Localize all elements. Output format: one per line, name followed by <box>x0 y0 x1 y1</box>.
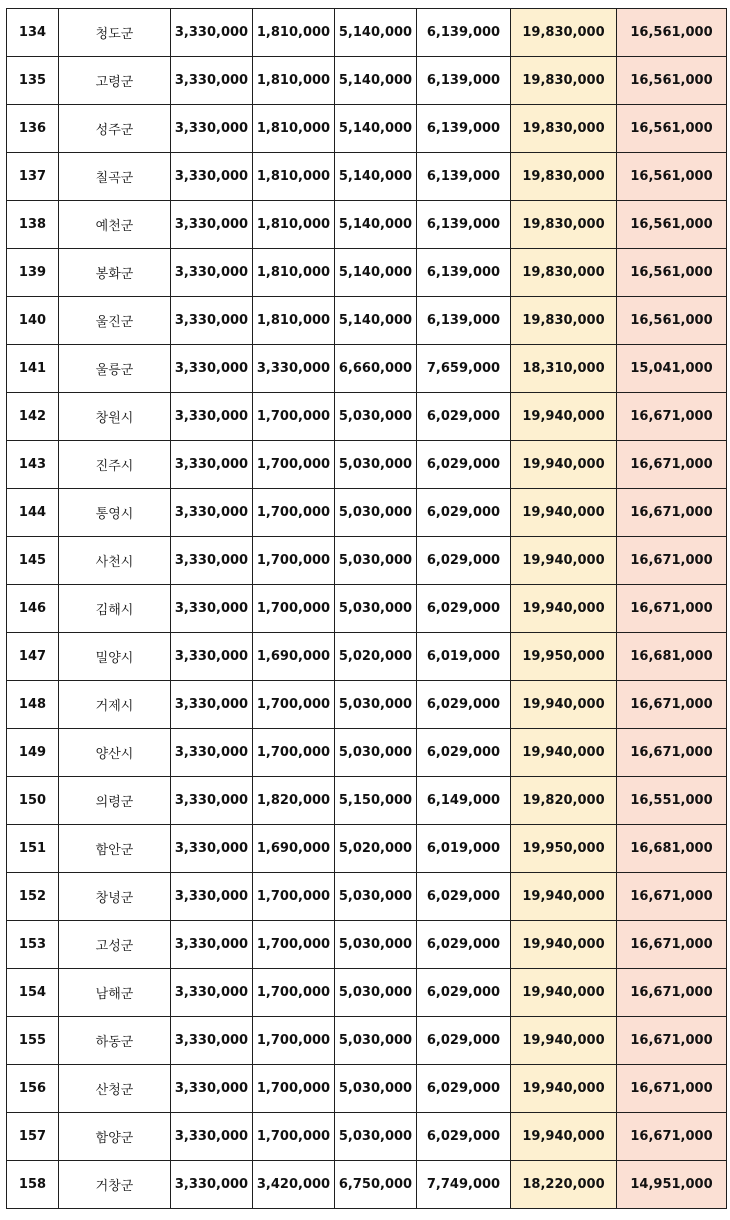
highlighted-amount-cell-6[interactable]: 16,671,000 <box>617 873 727 921</box>
table-row <box>7 777 727 825</box>
amount-cell-3[interactable]: 5,030,000 <box>335 489 417 537</box>
amount-cell-3[interactable]: 5,030,000 <box>335 441 417 489</box>
row-number-cell[interactable]: 153 <box>7 921 59 969</box>
amount-cell-1[interactable]: 3,330,000 <box>171 153 253 201</box>
amount-cell-1[interactable]: 3,330,000 <box>171 1113 253 1161</box>
amount-cell-1[interactable]: 3,330,000 <box>171 1161 253 1209</box>
table-row <box>7 1113 727 1161</box>
row-number-cell[interactable]: 141 <box>7 345 59 393</box>
amount-cell-4[interactable]: 6,029,000 <box>417 585 511 633</box>
highlighted-amount-cell-6[interactable]: 16,561,000 <box>617 249 727 297</box>
table-row <box>7 249 727 297</box>
highlighted-amount-cell-6[interactable]: 16,671,000 <box>617 441 727 489</box>
row-number-cell[interactable]: 158 <box>7 1161 59 1209</box>
row-number-cell[interactable]: 150 <box>7 777 59 825</box>
highlighted-amount-cell-6[interactable]: 16,561,000 <box>617 153 727 201</box>
row-number-cell[interactable]: 143 <box>7 441 59 489</box>
highlighted-amount-cell-6[interactable]: 16,671,000 <box>617 729 727 777</box>
amount-cell-4[interactable]: 6,029,000 <box>417 1113 511 1161</box>
amount-cell-4[interactable]: 6,029,000 <box>417 729 511 777</box>
amount-cell-2[interactable]: 3,330,000 <box>253 345 335 393</box>
amount-cell-2[interactable]: 1,700,000 <box>253 441 335 489</box>
region-name-cell[interactable]: 칠곡군 <box>59 153 171 201</box>
table-row <box>7 57 727 105</box>
highlighted-amount-cell-5[interactable]: 19,940,000 <box>511 585 617 633</box>
amount-cell-3[interactable]: 5,030,000 <box>335 1113 417 1161</box>
highlighted-amount-cell-6[interactable]: 16,561,000 <box>617 201 727 249</box>
amount-cell-4[interactable]: 6,029,000 <box>417 537 511 585</box>
amount-cell-2[interactable]: 1,700,000 <box>253 1017 335 1065</box>
amount-cell-4[interactable]: 6,029,000 <box>417 1065 511 1113</box>
amount-cell-3[interactable]: 5,020,000 <box>335 633 417 681</box>
amount-cell-3[interactable]: 5,030,000 <box>335 393 417 441</box>
row-number-cell[interactable]: 139 <box>7 249 59 297</box>
row-number-cell[interactable]: 149 <box>7 729 59 777</box>
amount-cell-3[interactable]: 5,140,000 <box>335 57 417 105</box>
amount-cell-2[interactable]: 3,420,000 <box>253 1161 335 1209</box>
amount-cell-2[interactable]: 1,810,000 <box>253 105 335 153</box>
region-name-cell[interactable]: 울릉군 <box>59 345 171 393</box>
amount-cell-1[interactable]: 3,330,000 <box>171 873 253 921</box>
amount-cell-2[interactable]: 1,690,000 <box>253 633 335 681</box>
region-name-cell[interactable]: 청도군 <box>59 9 171 57</box>
highlighted-amount-cell-5[interactable]: 19,830,000 <box>511 57 617 105</box>
amount-cell-4[interactable]: 6,139,000 <box>417 297 511 345</box>
amount-cell-3[interactable]: 5,030,000 <box>335 681 417 729</box>
region-name-cell[interactable]: 거창군 <box>59 1161 171 1209</box>
highlighted-amount-cell-5[interactable]: 19,940,000 <box>511 729 617 777</box>
amount-cell-1[interactable]: 3,330,000 <box>171 393 253 441</box>
table-row <box>7 345 727 393</box>
amount-cell-1[interactable]: 3,330,000 <box>171 633 253 681</box>
table-row <box>7 633 727 681</box>
region-name-cell[interactable]: 예천군 <box>59 201 171 249</box>
amount-cell-3[interactable]: 5,030,000 <box>335 585 417 633</box>
amount-cell-3[interactable]: 5,140,000 <box>335 249 417 297</box>
row-number-cell[interactable]: 151 <box>7 825 59 873</box>
amount-cell-4[interactable]: 7,749,000 <box>417 1161 511 1209</box>
highlighted-amount-cell-6[interactable]: 16,671,000 <box>617 537 727 585</box>
region-name-cell[interactable]: 고령군 <box>59 57 171 105</box>
amount-cell-3[interactable]: 5,140,000 <box>335 201 417 249</box>
table-row <box>7 105 727 153</box>
amount-cell-4[interactable]: 6,029,000 <box>417 441 511 489</box>
region-name-cell[interactable]: 김해시 <box>59 585 171 633</box>
amount-cell-4[interactable]: 7,659,000 <box>417 345 511 393</box>
row-number-cell[interactable]: 157 <box>7 1113 59 1161</box>
highlighted-amount-cell-6[interactable]: 16,681,000 <box>617 633 727 681</box>
row-number-cell[interactable]: 138 <box>7 201 59 249</box>
row-number-cell[interactable]: 156 <box>7 1065 59 1113</box>
highlighted-amount-cell-5[interactable]: 19,950,000 <box>511 825 617 873</box>
highlighted-amount-cell-6[interactable]: 16,561,000 <box>617 105 727 153</box>
amount-cell-4[interactable]: 6,139,000 <box>417 201 511 249</box>
amount-cell-2[interactable]: 1,700,000 <box>253 729 335 777</box>
amount-cell-1[interactable]: 3,330,000 <box>171 681 253 729</box>
region-name-cell[interactable]: 하동군 <box>59 1017 171 1065</box>
amount-cell-1[interactable]: 3,330,000 <box>171 441 253 489</box>
region-name-cell[interactable]: 양산시 <box>59 729 171 777</box>
region-name-cell[interactable]: 성주군 <box>59 105 171 153</box>
amount-cell-2[interactable]: 1,700,000 <box>253 921 335 969</box>
amount-cell-4[interactable]: 6,029,000 <box>417 873 511 921</box>
table-row <box>7 1161 727 1209</box>
region-name-cell[interactable]: 함안군 <box>59 825 171 873</box>
region-name-cell[interactable]: 창원시 <box>59 393 171 441</box>
amount-cell-3[interactable]: 5,020,000 <box>335 825 417 873</box>
highlighted-amount-cell-6[interactable]: 16,681,000 <box>617 825 727 873</box>
region-name-cell[interactable]: 산청군 <box>59 1065 171 1113</box>
amount-cell-3[interactable]: 5,030,000 <box>335 921 417 969</box>
highlighted-amount-cell-6[interactable]: 14,951,000 <box>617 1161 727 1209</box>
region-name-cell[interactable]: 사천시 <box>59 537 171 585</box>
amount-cell-1[interactable]: 3,330,000 <box>171 201 253 249</box>
amount-cell-4[interactable]: 6,029,000 <box>417 681 511 729</box>
amount-cell-1[interactable]: 3,330,000 <box>171 9 253 57</box>
highlighted-amount-cell-6[interactable]: 16,671,000 <box>617 1017 727 1065</box>
table-row <box>7 393 727 441</box>
amount-cell-2[interactable]: 1,810,000 <box>253 249 335 297</box>
amount-cell-3[interactable]: 5,030,000 <box>335 873 417 921</box>
region-name-cell[interactable]: 거제시 <box>59 681 171 729</box>
amount-cell-3[interactable]: 5,030,000 <box>335 537 417 585</box>
amount-cell-3[interactable]: 5,030,000 <box>335 969 417 1017</box>
amount-cell-3[interactable]: 5,030,000 <box>335 1065 417 1113</box>
table-row <box>7 201 727 249</box>
table-row <box>7 9 727 57</box>
highlighted-amount-cell-6[interactable]: 16,671,000 <box>617 1065 727 1113</box>
row-number-cell[interactable]: 146 <box>7 585 59 633</box>
region-name-cell[interactable]: 봉화군 <box>59 249 171 297</box>
amount-cell-1[interactable]: 3,330,000 <box>171 921 253 969</box>
amount-cell-3[interactable]: 5,030,000 <box>335 729 417 777</box>
highlighted-amount-cell-6[interactable]: 16,671,000 <box>617 393 727 441</box>
amount-cell-2[interactable]: 1,700,000 <box>253 393 335 441</box>
row-number-cell[interactable]: 144 <box>7 489 59 537</box>
table-row <box>7 921 727 969</box>
amount-cell-1[interactable]: 3,330,000 <box>171 57 253 105</box>
region-name-cell[interactable]: 의령군 <box>59 777 171 825</box>
data-table <box>6 8 727 1209</box>
region-name-cell[interactable]: 밀양시 <box>59 633 171 681</box>
row-number-cell[interactable]: 137 <box>7 153 59 201</box>
amount-cell-4[interactable]: 6,139,000 <box>417 153 511 201</box>
table-row <box>7 873 727 921</box>
amount-cell-1[interactable]: 3,330,000 <box>171 1065 253 1113</box>
highlighted-amount-cell-5[interactable]: 19,950,000 <box>511 633 617 681</box>
amount-cell-4[interactable]: 6,139,000 <box>417 57 511 105</box>
amount-cell-1[interactable]: 3,330,000 <box>171 249 253 297</box>
amount-cell-1[interactable]: 3,330,000 <box>171 777 253 825</box>
amount-cell-1[interactable]: 3,330,000 <box>171 969 253 1017</box>
highlighted-amount-cell-5[interactable]: 18,220,000 <box>511 1161 617 1209</box>
amount-cell-1[interactable]: 3,330,000 <box>171 345 253 393</box>
table-row <box>7 489 727 537</box>
highlighted-amount-cell-5[interactable]: 19,830,000 <box>511 153 617 201</box>
amount-cell-4[interactable]: 6,139,000 <box>417 9 511 57</box>
highlighted-amount-cell-6[interactable]: 16,671,000 <box>617 1113 727 1161</box>
amount-cell-1[interactable]: 3,330,000 <box>171 297 253 345</box>
table-row <box>7 1065 727 1113</box>
amount-cell-4[interactable]: 6,149,000 <box>417 777 511 825</box>
row-number-cell[interactable]: 148 <box>7 681 59 729</box>
highlighted-amount-cell-6[interactable]: 16,671,000 <box>617 585 727 633</box>
amount-cell-2[interactable]: 1,700,000 <box>253 489 335 537</box>
amount-cell-2[interactable]: 1,700,000 <box>253 585 335 633</box>
amount-cell-1[interactable]: 3,330,000 <box>171 585 253 633</box>
highlighted-amount-cell-5[interactable]: 19,830,000 <box>511 105 617 153</box>
amount-cell-3[interactable]: 5,140,000 <box>335 153 417 201</box>
amount-cell-4[interactable]: 6,019,000 <box>417 825 511 873</box>
amount-cell-2[interactable]: 1,690,000 <box>253 825 335 873</box>
highlighted-amount-cell-5[interactable]: 19,830,000 <box>511 297 617 345</box>
amount-cell-2[interactable]: 1,810,000 <box>253 297 335 345</box>
table-row <box>7 681 727 729</box>
highlighted-amount-cell-5[interactable]: 19,940,000 <box>511 921 617 969</box>
highlighted-amount-cell-6[interactable]: 16,561,000 <box>617 57 727 105</box>
highlighted-amount-cell-6[interactable]: 16,671,000 <box>617 921 727 969</box>
table-row <box>7 825 727 873</box>
row-number-cell[interactable]: 152 <box>7 873 59 921</box>
table-row <box>7 585 727 633</box>
amount-cell-2[interactable]: 1,700,000 <box>253 1065 335 1113</box>
amount-cell-1[interactable]: 3,330,000 <box>171 1017 253 1065</box>
amount-cell-3[interactable]: 6,750,000 <box>335 1161 417 1209</box>
amount-cell-4[interactable]: 6,029,000 <box>417 489 511 537</box>
amount-cell-2[interactable]: 1,810,000 <box>253 153 335 201</box>
amount-cell-2[interactable]: 1,700,000 <box>253 1113 335 1161</box>
amount-cell-4[interactable]: 6,019,000 <box>417 633 511 681</box>
row-number-cell[interactable]: 145 <box>7 537 59 585</box>
amount-cell-4[interactable]: 6,139,000 <box>417 249 511 297</box>
amount-cell-1[interactable]: 3,330,000 <box>171 489 253 537</box>
highlighted-amount-cell-6[interactable]: 16,561,000 <box>617 9 727 57</box>
table-body <box>7 9 727 1209</box>
amount-cell-4[interactable]: 6,029,000 <box>417 393 511 441</box>
table-row <box>7 1017 727 1065</box>
row-number-cell[interactable]: 140 <box>7 297 59 345</box>
highlighted-amount-cell-5[interactable]: 19,940,000 <box>511 489 617 537</box>
amount-cell-2[interactable]: 1,820,000 <box>253 777 335 825</box>
highlighted-amount-cell-5[interactable]: 19,940,000 <box>511 969 617 1017</box>
amount-cell-4[interactable]: 6,139,000 <box>417 105 511 153</box>
highlighted-amount-cell-6[interactable]: 16,671,000 <box>617 681 727 729</box>
region-name-cell[interactable]: 함양군 <box>59 1113 171 1161</box>
row-number-cell[interactable]: 135 <box>7 57 59 105</box>
highlighted-amount-cell-5[interactable]: 19,940,000 <box>511 1065 617 1113</box>
highlighted-amount-cell-5[interactable]: 19,940,000 <box>511 1017 617 1065</box>
table-row <box>7 441 727 489</box>
highlighted-amount-cell-6[interactable]: 16,561,000 <box>617 297 727 345</box>
row-number-cell[interactable]: 142 <box>7 393 59 441</box>
highlighted-amount-cell-5[interactable]: 19,940,000 <box>511 441 617 489</box>
table-row <box>7 729 727 777</box>
highlighted-amount-cell-5[interactable]: 19,830,000 <box>511 201 617 249</box>
amount-cell-3[interactable]: 5,140,000 <box>335 9 417 57</box>
amount-cell-4[interactable]: 6,029,000 <box>417 921 511 969</box>
region-name-cell[interactable]: 고성군 <box>59 921 171 969</box>
highlighted-amount-cell-5[interactable]: 19,940,000 <box>511 681 617 729</box>
amount-cell-1[interactable]: 3,330,000 <box>171 729 253 777</box>
region-name-cell[interactable]: 진주시 <box>59 441 171 489</box>
table-row <box>7 969 727 1017</box>
highlighted-amount-cell-5[interactable]: 19,940,000 <box>511 393 617 441</box>
table-row <box>7 153 727 201</box>
amount-cell-3[interactable]: 5,140,000 <box>335 297 417 345</box>
amount-cell-1[interactable]: 3,330,000 <box>171 537 253 585</box>
row-number-cell[interactable]: 154 <box>7 969 59 1017</box>
amount-cell-1[interactable]: 3,330,000 <box>171 825 253 873</box>
amount-cell-2[interactable]: 1,700,000 <box>253 969 335 1017</box>
region-name-cell[interactable]: 남해군 <box>59 969 171 1017</box>
amount-cell-2[interactable]: 1,810,000 <box>253 201 335 249</box>
amount-cell-4[interactable]: 6,029,000 <box>417 969 511 1017</box>
highlighted-amount-cell-5[interactable]: 19,940,000 <box>511 537 617 585</box>
table-row <box>7 537 727 585</box>
amount-cell-2[interactable]: 1,700,000 <box>253 537 335 585</box>
amount-cell-3[interactable]: 5,030,000 <box>335 1017 417 1065</box>
highlighted-amount-cell-6[interactable]: 15,041,000 <box>617 345 727 393</box>
amount-cell-2[interactable]: 1,810,000 <box>253 57 335 105</box>
row-number-cell[interactable]: 147 <box>7 633 59 681</box>
highlighted-amount-cell-5[interactable]: 19,940,000 <box>511 1113 617 1161</box>
region-name-cell[interactable]: 울진군 <box>59 297 171 345</box>
region-name-cell[interactable]: 창녕군 <box>59 873 171 921</box>
amount-cell-2[interactable]: 1,700,000 <box>253 873 335 921</box>
amount-cell-2[interactable]: 1,810,000 <box>253 9 335 57</box>
highlighted-amount-cell-5[interactable]: 19,830,000 <box>511 249 617 297</box>
highlighted-amount-cell-5[interactable]: 18,310,000 <box>511 345 617 393</box>
amount-cell-2[interactable]: 1,700,000 <box>253 681 335 729</box>
highlighted-amount-cell-6[interactable]: 16,671,000 <box>617 969 727 1017</box>
row-number-cell[interactable]: 155 <box>7 1017 59 1065</box>
row-number-cell[interactable]: 136 <box>7 105 59 153</box>
highlighted-amount-cell-5[interactable]: 19,820,000 <box>511 777 617 825</box>
highlighted-amount-cell-6[interactable]: 16,671,000 <box>617 489 727 537</box>
row-number-cell[interactable]: 134 <box>7 9 59 57</box>
amount-cell-3[interactable]: 6,660,000 <box>335 345 417 393</box>
table-row <box>7 297 727 345</box>
amount-cell-4[interactable]: 6,029,000 <box>417 1017 511 1065</box>
amount-cell-3[interactable]: 5,150,000 <box>335 777 417 825</box>
region-name-cell[interactable]: 통영시 <box>59 489 171 537</box>
highlighted-amount-cell-5[interactable]: 19,940,000 <box>511 873 617 921</box>
amount-cell-3[interactable]: 5,140,000 <box>335 105 417 153</box>
highlighted-amount-cell-6[interactable]: 16,551,000 <box>617 777 727 825</box>
highlighted-amount-cell-5[interactable]: 19,830,000 <box>511 9 617 57</box>
amount-cell-1[interactable]: 3,330,000 <box>171 105 253 153</box>
